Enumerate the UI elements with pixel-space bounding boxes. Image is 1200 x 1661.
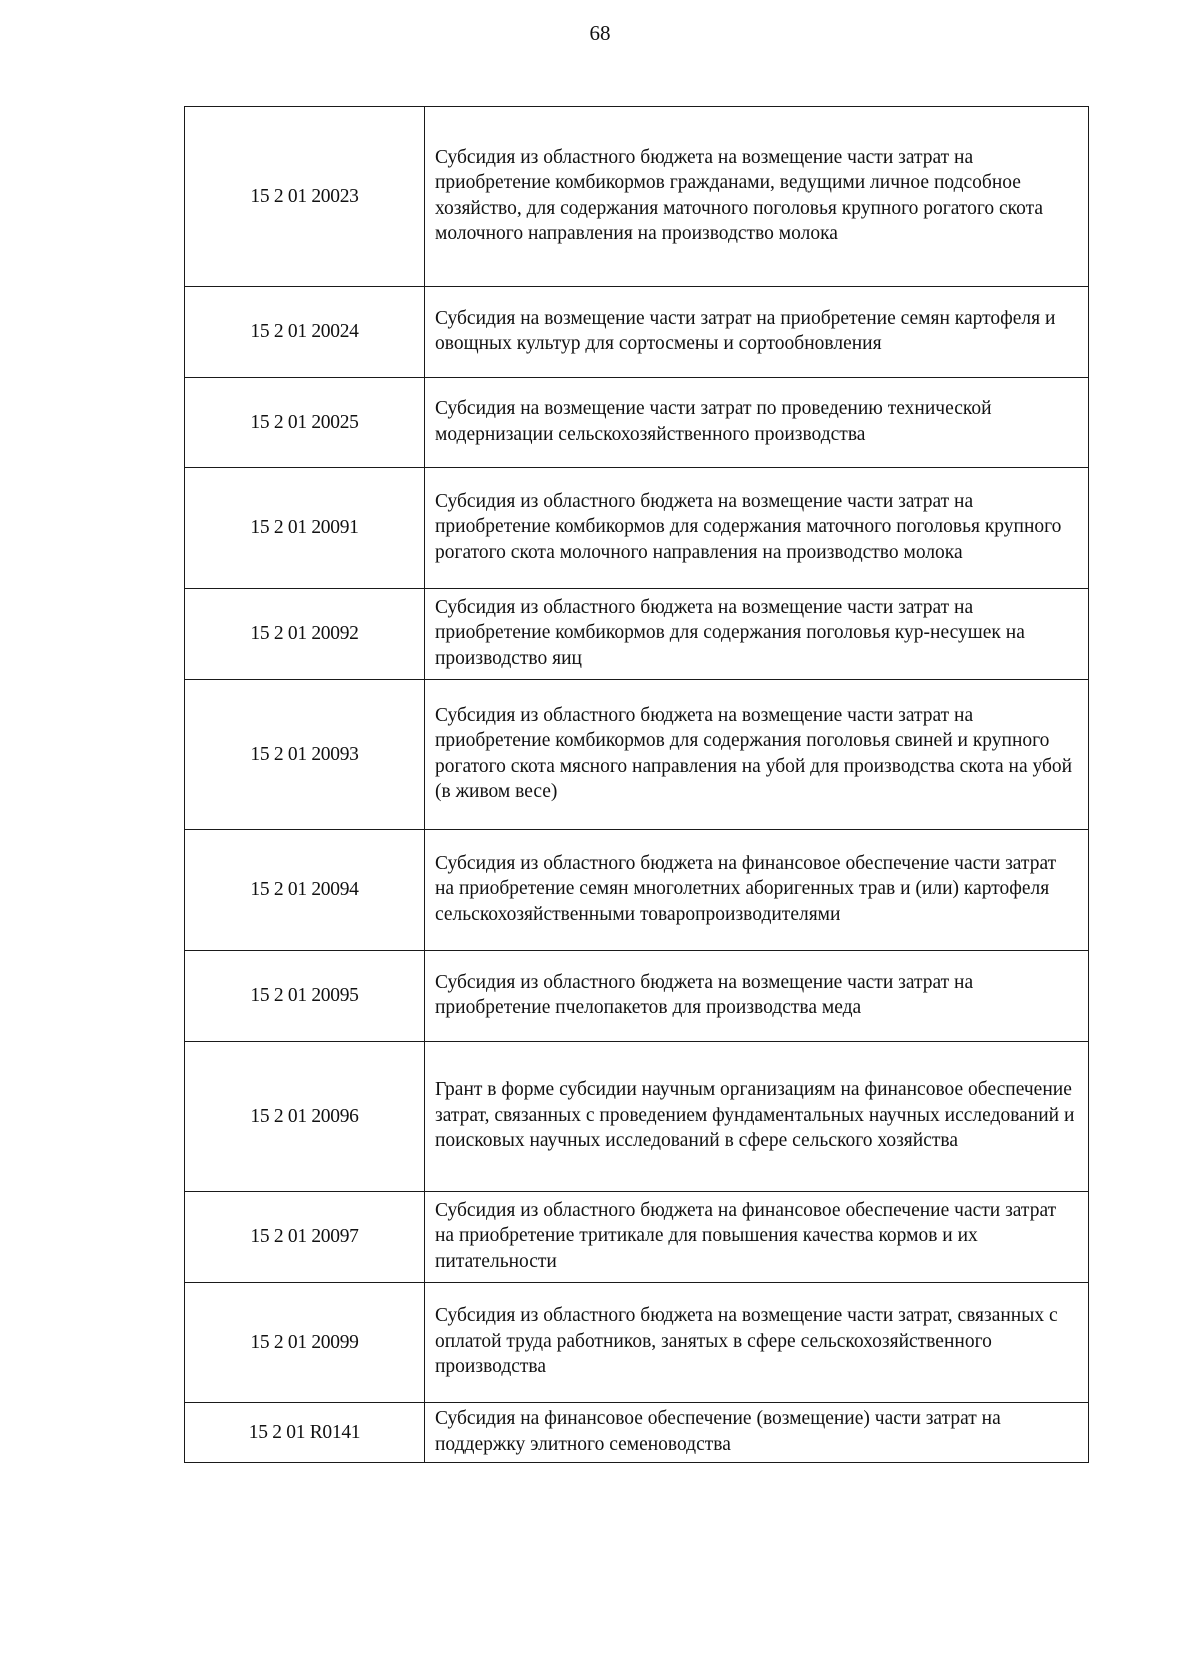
description-cell: Субсидия из областного бюджета на финансовое обеспечение части затрат на приобретение семян многолетних аборигенных трав и (или) картофеля сельскохозяйственными товаропроизводителями [425,830,1089,951]
budget-code-cell: 15 2 01 20099 [185,1283,425,1403]
table-row [185,1283,1089,1403]
budget-code-cell: 15 2 01 20097 [185,1192,425,1283]
budget-code-cell: 15 2 01 R0141 [185,1403,425,1463]
table-row [185,468,1089,589]
table-row [185,287,1089,378]
table-row [185,107,1089,287]
description-cell: Субсидия на возмещение части затрат на приобретение семян картофеля и овощных культур для сортосмены и сортообновления [425,287,1089,378]
budget-code-cell: 15 2 01 20095 [185,951,425,1042]
table-row [185,1042,1089,1192]
description-cell: Субсидия из областного бюджета на возмещение части затрат, связанных с оплатой труда работников, занятых в сфере сельскохозяйственного производства [425,1283,1089,1403]
table-row [185,680,1089,830]
description-cell: Субсидия из областного бюджета на возмещение части затрат на приобретение пчелопакетов для производства меда [425,951,1089,1042]
budget-code-cell: 15 2 01 20091 [185,468,425,589]
description-cell: Субсидия на финансовое обеспечение (возмещение) части затрат на поддержку элитного семеноводства [425,1403,1089,1463]
budget-code-cell: 15 2 01 20096 [185,1042,425,1192]
description-cell: Субсидия из областного бюджета на возмещение части затрат на приобретение комбикормов для содержания поголовья свиней и крупного рогатого скота мясного направления на убой для производства скота на убой (в живом весе) [425,680,1089,830]
description-cell: Субсидия на возмещение части затрат по проведению технической модернизации сельскохозяйственного производства [425,378,1089,468]
description-cell: Субсидия из областного бюджета на возмещение части затрат на приобретение комбикормов для содержания маточного поголовья крупного рогатого скота молочного направления на производство молока [425,468,1089,589]
budget-code-cell: 15 2 01 20093 [185,680,425,830]
description-cell: Субсидия из областного бюджета на финансовое обеспечение части затрат на приобретение тритикале для повышения качества кормов и их питательности [425,1192,1089,1283]
description-cell: Субсидия из областного бюджета на возмещение части затрат на приобретение комбикормов для содержания поголовья кур-несушек на производство яиц [425,589,1089,680]
budget-code-cell: 15 2 01 20025 [185,378,425,468]
budget-code-cell: 15 2 01 20023 [185,107,425,287]
budget-code-table [184,106,1089,1463]
table-row [185,951,1089,1042]
table-row [185,378,1089,468]
budget-code-cell: 15 2 01 20094 [185,830,425,951]
table-row [185,1403,1089,1463]
budget-code-cell: 15 2 01 20024 [185,287,425,378]
budget-code-cell: 15 2 01 20092 [185,589,425,680]
table-row [185,1192,1089,1283]
description-cell: Грант в форме субсидии научным организациям на финансовое обеспечение затрат, связанных с проведением фундаментальных научных исследований и поисковых научных исследований в сфере сельского хозяйства [425,1042,1089,1192]
page-number: 68 [589,21,611,45]
description-cell: Субсидия из областного бюджета на возмещение части затрат на приобретение комбикормов гражданами, ведущими личное подсобное хозяйство, для содержания маточного поголовья крупного рогатого скота молочного направления на производство молока [425,107,1089,287]
table-row [185,830,1089,951]
table-row [185,589,1089,680]
